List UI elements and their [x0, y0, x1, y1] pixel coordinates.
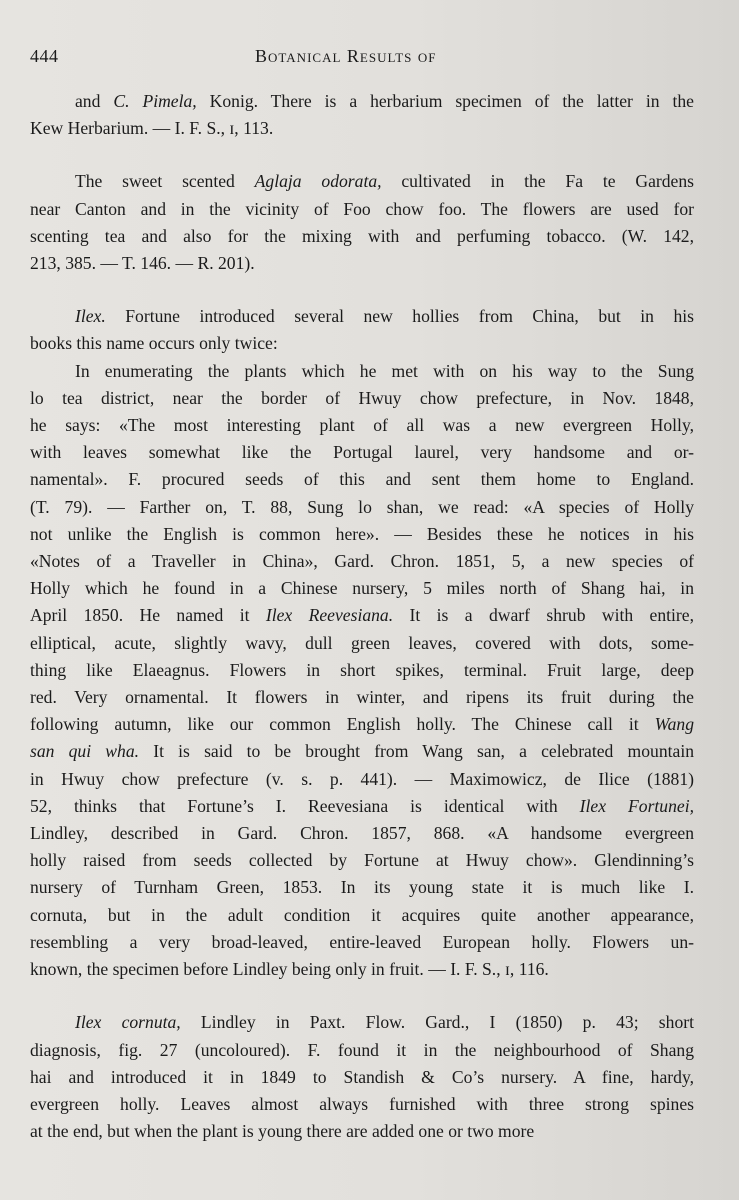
page-header [30, 46, 670, 72]
text-line: Ilex cornuta, Lindley in Paxt. Flow. Gard., I (1850) p. 43; short [75, 1012, 694, 1033]
text-line: known, the specimen before Lindley being only in fruit. — I. F. S., ɪ, 116. [30, 959, 549, 980]
text-line: Ilex. Fortune introduced several new hollies from China, but in his [75, 306, 694, 327]
text-line: April 1850. He named it Ilex Reevesiana. It is a dwarf shrub with entire, [30, 605, 694, 626]
text-line: resembling a very broad-leaved, entire-leaved European holly. Flowers un- [30, 931, 694, 952]
paragraph-p5 [30, 1009, 694, 1145]
paragraph-p4 [30, 358, 694, 984]
running-title: Botanical Results of [255, 46, 437, 66]
text-line: Lindley, described in Gard. Chron. 1857, 868. «A handsome evergreen [30, 823, 694, 844]
text-line: scenting tea and also for the mixing with and perfuming tobacco. (W. 142, [30, 225, 694, 246]
text-line: at the end, but when the plant is young there are added one or two more [30, 1121, 535, 1142]
text-line: evergreen holly. Leaves almost always furnished with three strong spines [30, 1093, 694, 1114]
text-line: namental». F. procured seeds of this and sent them home to England. [30, 469, 694, 490]
text-line: he says: «The most interesting plant of all was a new evergreen Holly, [30, 415, 694, 436]
text-line: diagnosis, fig. 27 (uncoloured). F. found it in the neighbourhood of Shang [30, 1039, 694, 1060]
text-line: (T. 79). — Farther on, T. 88, Sung lo shan, we read: «A species of Holly [30, 496, 694, 517]
body-text [30, 88, 694, 1145]
text-line: lo tea district, near the border of Hwuy chow prefecture, in Nov. 1848, [30, 387, 694, 408]
text-line: Holly which he found in a Chinese nursery, 5 miles north of Shang hai, in [30, 578, 694, 599]
text-line: and C. Pimela, Konig. There is a herbarium specimen of the latter in the [75, 91, 694, 111]
italic-term: san qui wha. [30, 741, 140, 762]
text-line: The sweet scented Aglaja odorata, cultivated in the Fa te Gardens [75, 171, 694, 192]
text-line: holly raised from seeds collected by Fortune at Hwuy chow». Glendinning’s [30, 850, 694, 871]
text-line: elliptical, acute, slightly wavy, dull green leaves, covered with dots, some- [30, 632, 694, 653]
italic-term: Ilex Reevesiana. [265, 605, 394, 626]
text-line: nursery of Turnham Green, 1853. In its young state it is much like I. [30, 877, 694, 898]
text-line: san qui wha. It is said to be brought from Wang san, a celebrated mountain [30, 741, 694, 762]
italic-term: Aglaja odorata, [254, 171, 382, 192]
italic-term: Ilex Fortunei, [579, 795, 694, 816]
text-line: near Canton and in the vicinity of Foo chow foo. The flowers are used for [30, 198, 694, 219]
text-line: red. Very ornamental. It flowers in winter, and ripens its fruit during the [30, 687, 694, 708]
text-line: with leaves somewhat like the Portugal laurel, very handsome and or- [30, 442, 694, 463]
text-line: not unlike the English is common here». — Besides these he notices in his [30, 523, 694, 544]
page-number: 444 [30, 46, 59, 66]
italic-term: Ilex. [75, 306, 106, 327]
paragraph-p2 [30, 168, 694, 277]
italic-term: C. Pimela, [113, 91, 197, 111]
text-line: cornuta, but in the adult condition it acquires quite another appearance, [30, 904, 694, 925]
text-line: 52, thinks that Fortune’s I. Reevesiana is identical with Ilex Fortunei, [30, 795, 694, 816]
text-line: following autumn, like our common English holly. The Chinese call it Wang [30, 714, 694, 735]
text-line: hai and introduced it in 1849 to Standish & Co’s nursery. A fine, hardy, [30, 1066, 694, 1087]
italic-term: Ilex cornuta, [75, 1012, 181, 1033]
text-line: «Notes of a Traveller in China», Gard. Chron. 1851, 5, a new species of [30, 551, 694, 572]
text-line: books this name occurs only twice: [30, 333, 278, 354]
text-line: Kew Herbarium. — I. F. S., ɪ, 113. [30, 118, 274, 139]
text-line: 213, 385. — T. 146. — R. 201). [30, 253, 255, 274]
text-line: thing like Elaeagnus. Flowers in short spikes, terminal. Fruit large, deep [30, 659, 694, 680]
italic-term: Wang [654, 714, 694, 735]
paragraph-p1 [30, 88, 694, 142]
text-line: in Hwuy chow prefecture (v. s. p. 441). — Maximowicz, de Ilice (1881) [30, 768, 694, 789]
paragraph-p3 [30, 303, 694, 357]
text-line: In enumerating the plants which he met with on his way to the Sung [75, 360, 694, 381]
